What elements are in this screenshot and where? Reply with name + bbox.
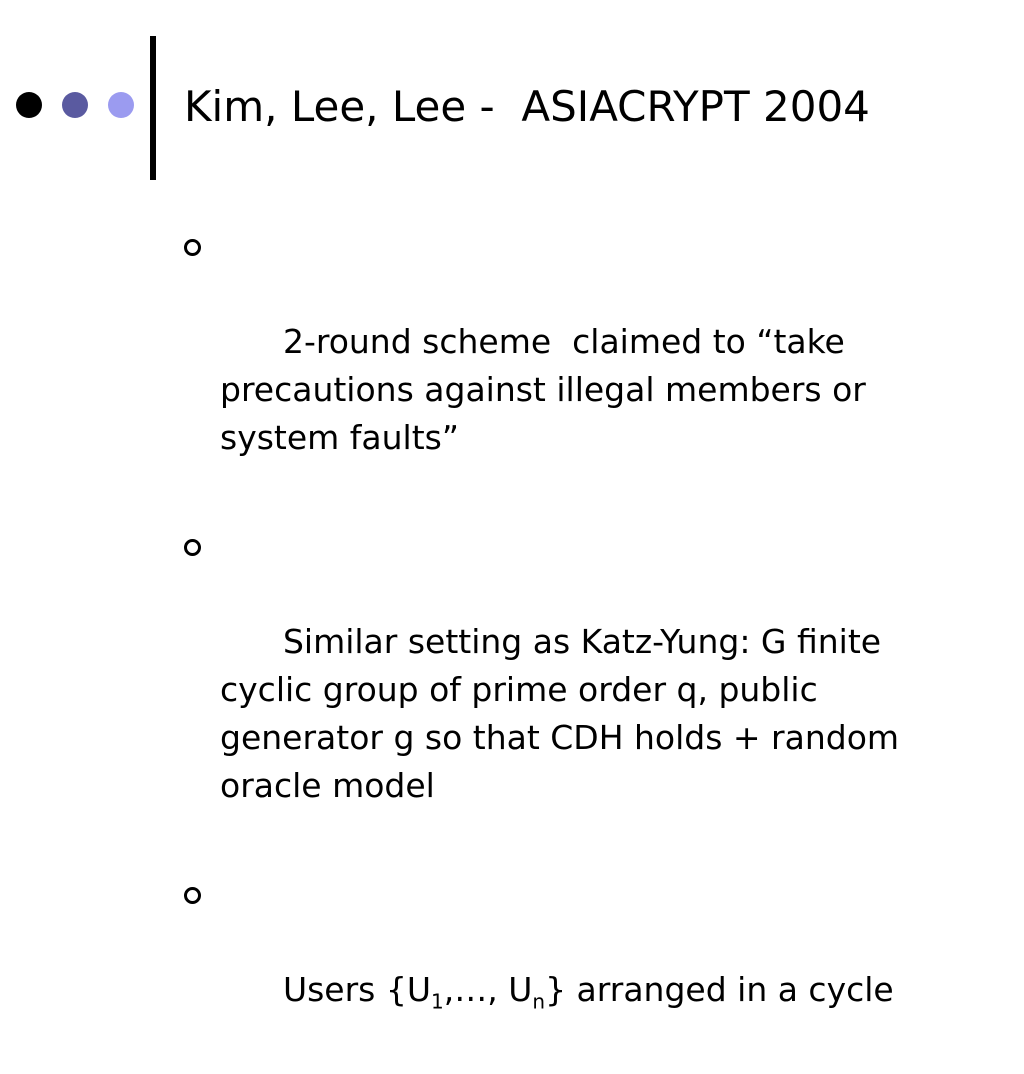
title-divider-bar <box>150 36 156 180</box>
bullet-text: 2-round scheme claimed to “take precautions against illegal members or system faults” <box>220 322 877 457</box>
bullet-text: Similar setting as Katz-Yung: G finite cyclic group of prime order q, public generator g so that CDH holds + random oracle model <box>220 622 910 805</box>
bullet-text-middle: ,…, U <box>443 970 533 1009</box>
bullet-item <box>184 522 964 858</box>
subscript-n: n <box>532 989 546 1014</box>
bullet-item <box>184 870 964 1062</box>
bullet-marker-icon <box>184 887 201 904</box>
bullet-marker-icon <box>184 539 201 556</box>
slide-title: Kim, Lee, Lee - ASIACRYPT 2004 <box>184 82 870 131</box>
bullet-list <box>184 222 964 1074</box>
bullet-text <box>282 970 894 1014</box>
dot-icon-black <box>16 92 42 118</box>
bullet-text-prefix: Users {U <box>282 970 432 1009</box>
bullet-text-suffix: } arranged in a cycle <box>545 970 894 1009</box>
bullet-item <box>184 222 964 510</box>
bullet-marker-icon <box>184 239 201 256</box>
dot-icon-light-blue <box>108 92 134 118</box>
dot-icon-dark-blue <box>62 92 88 118</box>
subscript-1: 1 <box>431 989 444 1014</box>
